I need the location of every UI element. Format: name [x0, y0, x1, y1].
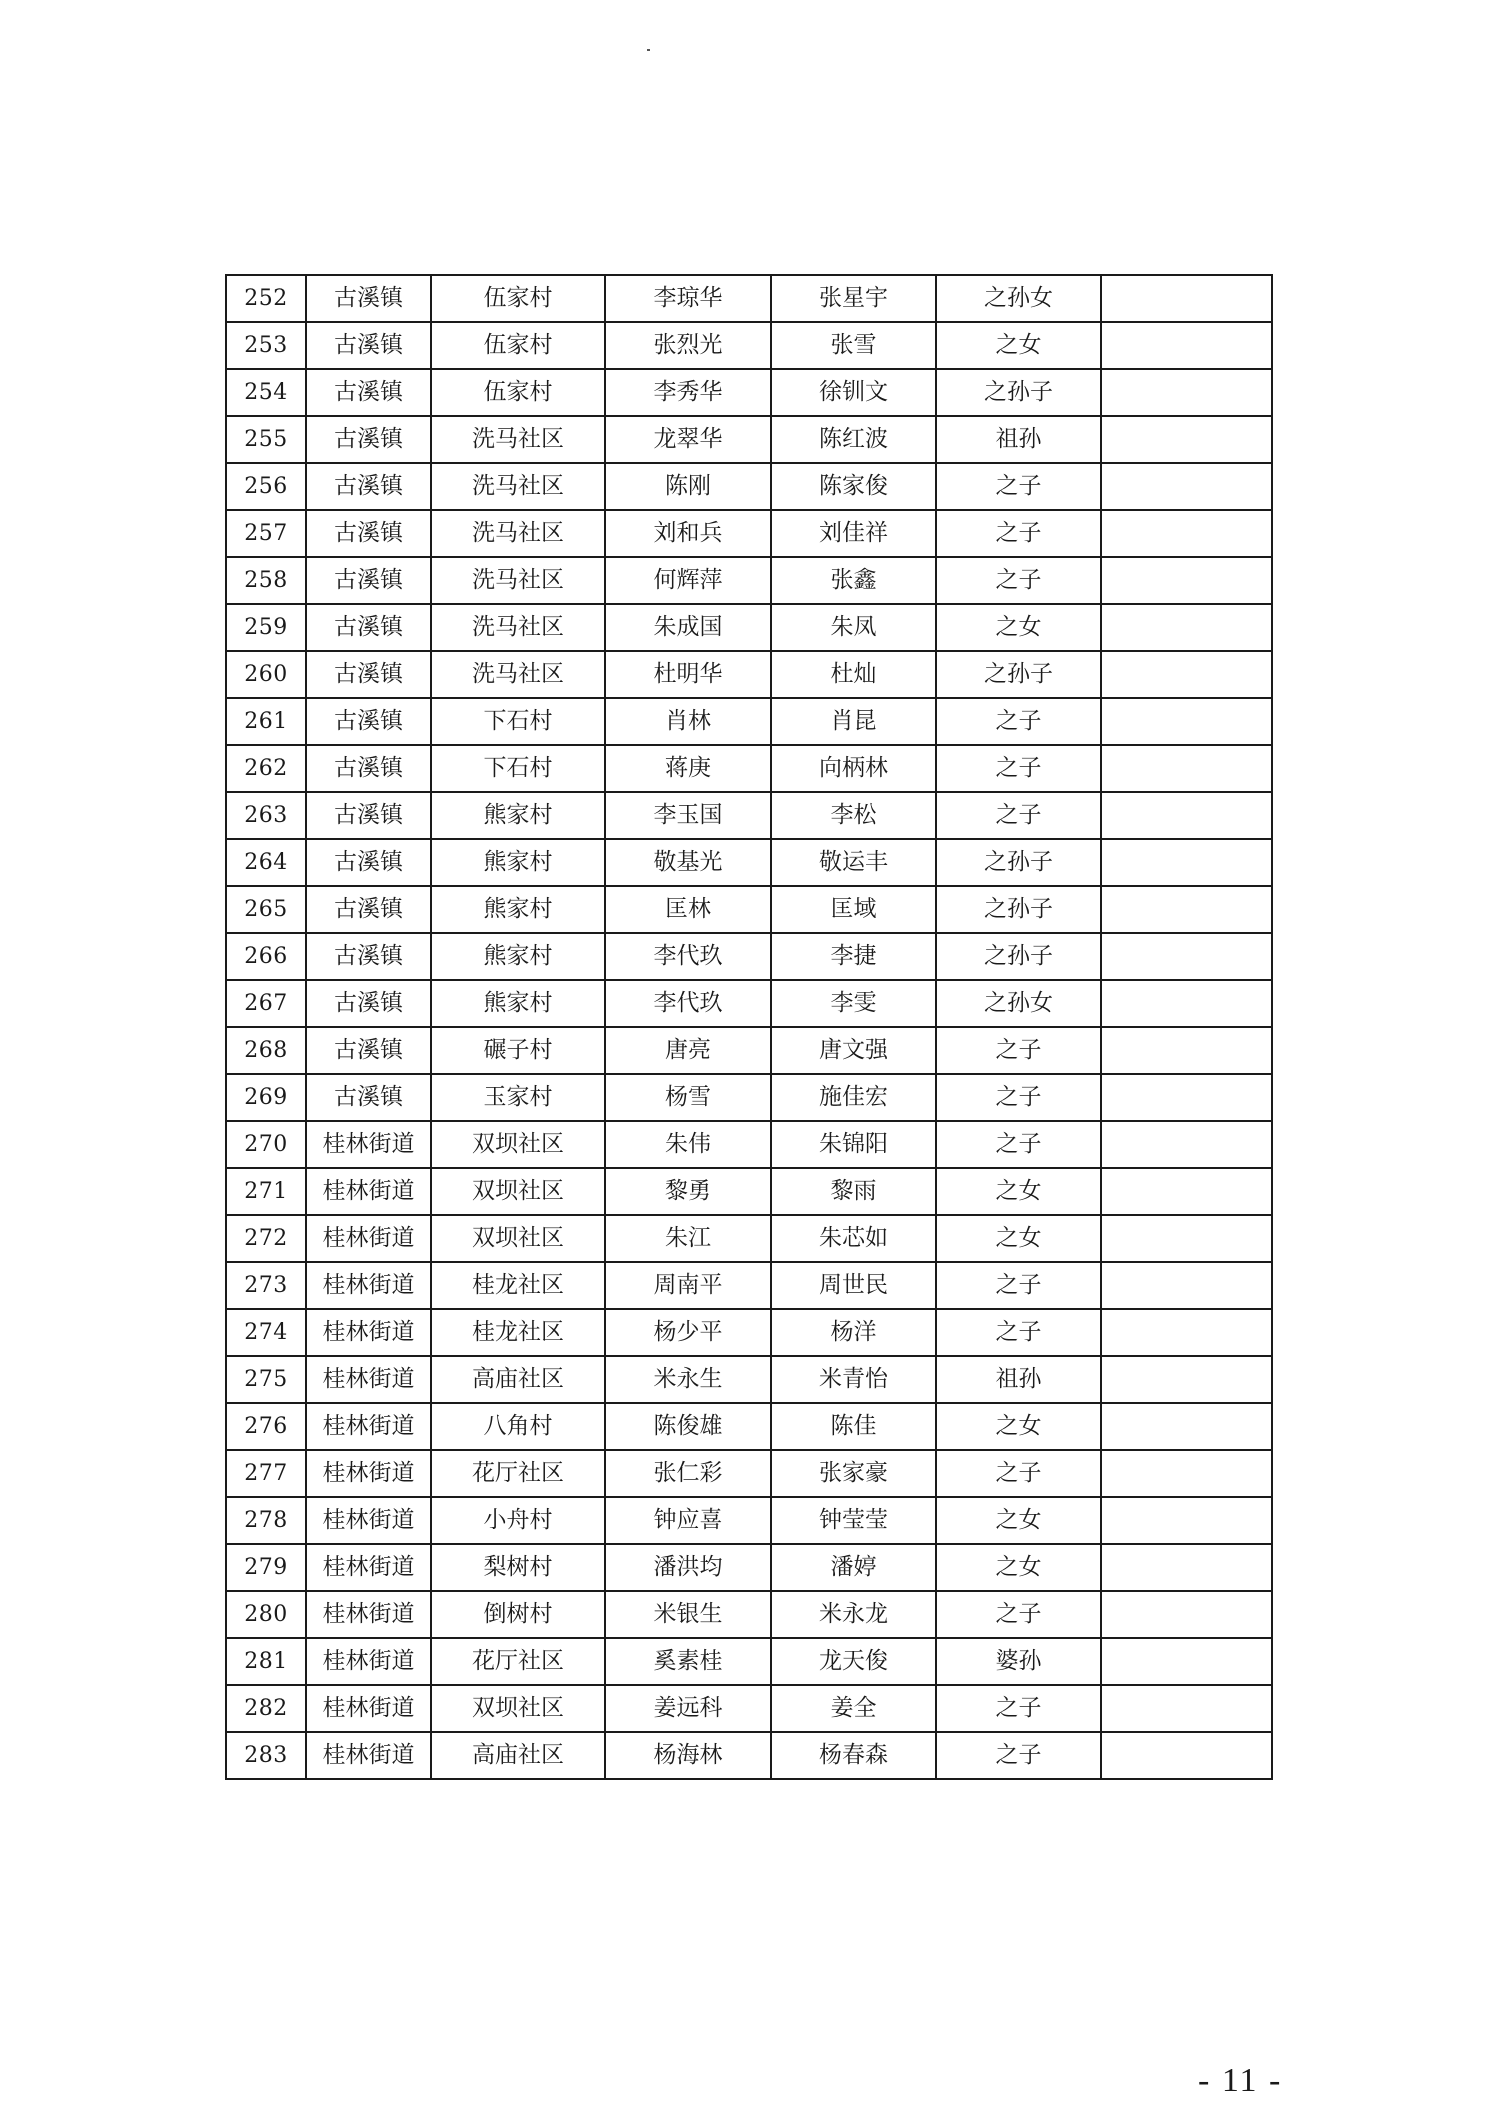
- student-cell: 李捷: [771, 933, 936, 980]
- row-number-cell: 260: [226, 651, 306, 698]
- village-cell: 熊家村: [431, 792, 605, 839]
- village-cell: 玉家村: [431, 1074, 605, 1121]
- remark-cell: [1101, 1027, 1272, 1074]
- applicant-cell: 李秀华: [605, 369, 771, 416]
- applicant-cell: 何辉萍: [605, 557, 771, 604]
- table-row: [226, 275, 1272, 322]
- student-cell: 陈家俊: [771, 463, 936, 510]
- student-cell: 敬运丰: [771, 839, 936, 886]
- student-cell: 肖昆: [771, 698, 936, 745]
- relation-cell: 之子: [936, 1074, 1101, 1121]
- applicant-cell: 朱伟: [605, 1121, 771, 1168]
- row-number-cell: 274: [226, 1309, 306, 1356]
- village-cell: 桂龙社区: [431, 1262, 605, 1309]
- village-cell: 熊家村: [431, 839, 605, 886]
- row-number-cell: 282: [226, 1685, 306, 1732]
- remark-cell: [1101, 698, 1272, 745]
- remark-cell: [1101, 1497, 1272, 1544]
- row-number-cell: 272: [226, 1215, 306, 1262]
- village-cell: 洗马社区: [431, 510, 605, 557]
- relation-cell: 之女: [936, 1403, 1101, 1450]
- remark-cell: [1101, 1403, 1272, 1450]
- student-cell: 朱凤: [771, 604, 936, 651]
- applicant-cell: 唐亮: [605, 1027, 771, 1074]
- relation-cell: 之子: [936, 510, 1101, 557]
- remark-cell: [1101, 651, 1272, 698]
- relation-cell: 之子: [936, 792, 1101, 839]
- town-cell: 桂林街道: [306, 1403, 431, 1450]
- remark-cell: [1101, 839, 1272, 886]
- student-cell: 施佳宏: [771, 1074, 936, 1121]
- student-cell: 潘婷: [771, 1544, 936, 1591]
- student-cell: 龙天俊: [771, 1638, 936, 1685]
- remark-cell: [1101, 604, 1272, 651]
- applicant-cell: 姜远科: [605, 1685, 771, 1732]
- town-cell: 古溪镇: [306, 322, 431, 369]
- row-number-cell: 253: [226, 322, 306, 369]
- table-row: [226, 1591, 1272, 1638]
- town-cell: 古溪镇: [306, 463, 431, 510]
- relation-cell: 婆孙: [936, 1638, 1101, 1685]
- student-cell: 匡域: [771, 886, 936, 933]
- applicant-cell: 米银生: [605, 1591, 771, 1638]
- applicant-cell: 匡林: [605, 886, 771, 933]
- relation-cell: 祖孙: [936, 1356, 1101, 1403]
- student-cell: 李松: [771, 792, 936, 839]
- student-cell: 黎雨: [771, 1168, 936, 1215]
- applicant-cell: 杨雪: [605, 1074, 771, 1121]
- remark-cell: [1101, 1450, 1272, 1497]
- town-cell: 桂林街道: [306, 1262, 431, 1309]
- remark-cell: [1101, 1544, 1272, 1591]
- town-cell: 古溪镇: [306, 1027, 431, 1074]
- relation-cell: 之孙子: [936, 839, 1101, 886]
- row-number-cell: 262: [226, 745, 306, 792]
- row-number-cell: 252: [226, 275, 306, 322]
- student-cell: 姜全: [771, 1685, 936, 1732]
- table-row: [226, 322, 1272, 369]
- row-number-cell: 256: [226, 463, 306, 510]
- remark-cell: [1101, 1121, 1272, 1168]
- row-number-cell: 268: [226, 1027, 306, 1074]
- relation-cell: 之子: [936, 557, 1101, 604]
- relation-cell: 之子: [936, 1732, 1101, 1779]
- row-number-cell: 264: [226, 839, 306, 886]
- applicant-cell: 米永生: [605, 1356, 771, 1403]
- village-cell: 双坝社区: [431, 1685, 605, 1732]
- applicant-cell: 龙翠华: [605, 416, 771, 463]
- applicant-cell: 黎勇: [605, 1168, 771, 1215]
- row-number-cell: 278: [226, 1497, 306, 1544]
- village-cell: 高庙社区: [431, 1356, 605, 1403]
- row-number-cell: 276: [226, 1403, 306, 1450]
- student-cell: 张鑫: [771, 557, 936, 604]
- student-cell: 刘佳祥: [771, 510, 936, 557]
- town-cell: 桂林街道: [306, 1685, 431, 1732]
- table-row: [226, 1732, 1272, 1779]
- table-row: [226, 416, 1272, 463]
- remark-cell: [1101, 745, 1272, 792]
- page-number: - 11 -: [1198, 2062, 1283, 2099]
- table-row: [226, 1027, 1272, 1074]
- town-cell: 古溪镇: [306, 839, 431, 886]
- remark-cell: [1101, 557, 1272, 604]
- row-number-cell: 258: [226, 557, 306, 604]
- village-cell: 碾子村: [431, 1027, 605, 1074]
- relation-cell: 之女: [936, 1497, 1101, 1544]
- remark-cell: [1101, 416, 1272, 463]
- village-cell: 桂龙社区: [431, 1309, 605, 1356]
- applicant-cell: 李琼华: [605, 275, 771, 322]
- row-number-cell: 263: [226, 792, 306, 839]
- town-cell: 古溪镇: [306, 416, 431, 463]
- town-cell: 古溪镇: [306, 886, 431, 933]
- student-cell: 徐钏文: [771, 369, 936, 416]
- row-number-cell: 265: [226, 886, 306, 933]
- remark-cell: [1101, 1732, 1272, 1779]
- student-cell: 周世民: [771, 1262, 936, 1309]
- relation-cell: 之子: [936, 698, 1101, 745]
- remark-cell: [1101, 792, 1272, 839]
- applicant-cell: 陈俊雄: [605, 1403, 771, 1450]
- row-number-cell: 277: [226, 1450, 306, 1497]
- relation-cell: 之孙女: [936, 980, 1101, 1027]
- town-cell: 桂林街道: [306, 1497, 431, 1544]
- student-cell: 张星宇: [771, 275, 936, 322]
- relation-cell: 之子: [936, 1685, 1101, 1732]
- applicant-cell: 蒋庚: [605, 745, 771, 792]
- student-cell: 朱锦阳: [771, 1121, 936, 1168]
- table-row: [226, 557, 1272, 604]
- student-cell: 张家豪: [771, 1450, 936, 1497]
- table-row: [226, 1544, 1272, 1591]
- table-row: [226, 1168, 1272, 1215]
- roster-body: [226, 275, 1272, 1779]
- row-number-cell: 271: [226, 1168, 306, 1215]
- table-row: [226, 1074, 1272, 1121]
- applicant-cell: 肖林: [605, 698, 771, 745]
- relation-cell: 之子: [936, 1309, 1101, 1356]
- remark-cell: [1101, 933, 1272, 980]
- remark-cell: [1101, 1168, 1272, 1215]
- applicant-cell: 周南平: [605, 1262, 771, 1309]
- table-row: [226, 980, 1272, 1027]
- table-row: [226, 745, 1272, 792]
- relation-cell: 祖孙: [936, 416, 1101, 463]
- remark-cell: [1101, 510, 1272, 557]
- row-number-cell: 280: [226, 1591, 306, 1638]
- town-cell: 古溪镇: [306, 510, 431, 557]
- relation-cell: 之子: [936, 1027, 1101, 1074]
- relation-cell: 之子: [936, 463, 1101, 510]
- town-cell: 古溪镇: [306, 933, 431, 980]
- town-cell: 桂林街道: [306, 1450, 431, 1497]
- remark-cell: [1101, 1262, 1272, 1309]
- row-number-cell: 283: [226, 1732, 306, 1779]
- village-cell: 八角村: [431, 1403, 605, 1450]
- town-cell: 古溪镇: [306, 1074, 431, 1121]
- row-number-cell: 255: [226, 416, 306, 463]
- table-row: [226, 1215, 1272, 1262]
- applicant-cell: 奚素桂: [605, 1638, 771, 1685]
- town-cell: 古溪镇: [306, 980, 431, 1027]
- table-row: [226, 369, 1272, 416]
- village-cell: 熊家村: [431, 886, 605, 933]
- table-row: [226, 839, 1272, 886]
- table-row: [226, 886, 1272, 933]
- table-row: [226, 933, 1272, 980]
- relation-cell: 之女: [936, 322, 1101, 369]
- student-cell: 唐文强: [771, 1027, 936, 1074]
- table-row: [226, 510, 1272, 557]
- village-cell: 洗马社区: [431, 604, 605, 651]
- relation-cell: 之子: [936, 745, 1101, 792]
- table-row: [226, 698, 1272, 745]
- village-cell: 梨树村: [431, 1544, 605, 1591]
- town-cell: 古溪镇: [306, 792, 431, 839]
- village-cell: 熊家村: [431, 933, 605, 980]
- student-cell: 杨洋: [771, 1309, 936, 1356]
- remark-cell: [1101, 1685, 1272, 1732]
- remark-cell: [1101, 1215, 1272, 1262]
- student-cell: 钟莹莹: [771, 1497, 936, 1544]
- village-cell: 下石村: [431, 698, 605, 745]
- remark-cell: [1101, 322, 1272, 369]
- village-cell: 熊家村: [431, 980, 605, 1027]
- row-number-cell: 275: [226, 1356, 306, 1403]
- row-number-cell: 281: [226, 1638, 306, 1685]
- scan-artifact: [647, 49, 650, 51]
- row-number-cell: 259: [226, 604, 306, 651]
- town-cell: 桂林街道: [306, 1591, 431, 1638]
- row-number-cell: 261: [226, 698, 306, 745]
- table-row: [226, 1685, 1272, 1732]
- relation-cell: 之女: [936, 1215, 1101, 1262]
- village-cell: 双坝社区: [431, 1121, 605, 1168]
- table-row: [226, 1356, 1272, 1403]
- row-number-cell: 254: [226, 369, 306, 416]
- table-row: [226, 1309, 1272, 1356]
- relation-cell: 之女: [936, 1544, 1101, 1591]
- town-cell: 桂林街道: [306, 1215, 431, 1262]
- village-cell: 伍家村: [431, 275, 605, 322]
- table-row: [226, 1403, 1272, 1450]
- village-cell: 双坝社区: [431, 1215, 605, 1262]
- student-cell: 陈红波: [771, 416, 936, 463]
- row-number-cell: 266: [226, 933, 306, 980]
- remark-cell: [1101, 275, 1272, 322]
- town-cell: 桂林街道: [306, 1309, 431, 1356]
- town-cell: 古溪镇: [306, 369, 431, 416]
- village-cell: 花厅社区: [431, 1450, 605, 1497]
- applicant-cell: 李玉国: [605, 792, 771, 839]
- student-cell: 向柄林: [771, 745, 936, 792]
- remark-cell: [1101, 369, 1272, 416]
- applicant-cell: 张烈光: [605, 322, 771, 369]
- town-cell: 桂林街道: [306, 1356, 431, 1403]
- student-cell: 张雪: [771, 322, 936, 369]
- applicant-cell: 刘和兵: [605, 510, 771, 557]
- town-cell: 桂林街道: [306, 1544, 431, 1591]
- town-cell: 桂林街道: [306, 1732, 431, 1779]
- town-cell: 古溪镇: [306, 604, 431, 651]
- village-cell: 洗马社区: [431, 651, 605, 698]
- village-cell: 双坝社区: [431, 1168, 605, 1215]
- student-cell: 杨春森: [771, 1732, 936, 1779]
- relation-cell: 之子: [936, 1262, 1101, 1309]
- table-row: [226, 1450, 1272, 1497]
- remark-cell: [1101, 1591, 1272, 1638]
- roster-table: [225, 274, 1273, 1780]
- remark-cell: [1101, 1309, 1272, 1356]
- applicant-cell: 陈刚: [605, 463, 771, 510]
- relation-cell: 之女: [936, 1168, 1101, 1215]
- table-row: [226, 1638, 1272, 1685]
- relation-cell: 之子: [936, 1121, 1101, 1168]
- applicant-cell: 张仁彩: [605, 1450, 771, 1497]
- village-cell: 下石村: [431, 745, 605, 792]
- town-cell: 古溪镇: [306, 745, 431, 792]
- applicant-cell: 敬基光: [605, 839, 771, 886]
- relation-cell: 之孙子: [936, 933, 1101, 980]
- table-row: [226, 792, 1272, 839]
- town-cell: 古溪镇: [306, 275, 431, 322]
- relation-cell: 之孙女: [936, 275, 1101, 322]
- table-row: [226, 604, 1272, 651]
- applicant-cell: 朱成国: [605, 604, 771, 651]
- remark-cell: [1101, 1638, 1272, 1685]
- remark-cell: [1101, 886, 1272, 933]
- table-row: [226, 1262, 1272, 1309]
- relation-cell: 之子: [936, 1450, 1101, 1497]
- student-cell: 陈佳: [771, 1403, 936, 1450]
- remark-cell: [1101, 1074, 1272, 1121]
- applicant-cell: 钟应喜: [605, 1497, 771, 1544]
- row-number-cell: 270: [226, 1121, 306, 1168]
- student-cell: 米永龙: [771, 1591, 936, 1638]
- village-cell: 倒树村: [431, 1591, 605, 1638]
- village-cell: 高庙社区: [431, 1732, 605, 1779]
- applicant-cell: 杨海林: [605, 1732, 771, 1779]
- student-cell: 朱芯如: [771, 1215, 936, 1262]
- relation-cell: 之女: [936, 604, 1101, 651]
- applicant-cell: 李代玖: [605, 980, 771, 1027]
- table-row: [226, 1497, 1272, 1544]
- applicant-cell: 潘洪均: [605, 1544, 771, 1591]
- applicant-cell: 李代玖: [605, 933, 771, 980]
- remark-cell: [1101, 980, 1272, 1027]
- table-row: [226, 463, 1272, 510]
- town-cell: 古溪镇: [306, 698, 431, 745]
- row-number-cell: 267: [226, 980, 306, 1027]
- town-cell: 古溪镇: [306, 557, 431, 604]
- remark-cell: [1101, 463, 1272, 510]
- row-number-cell: 257: [226, 510, 306, 557]
- village-cell: 伍家村: [431, 369, 605, 416]
- relation-cell: 之孙子: [936, 651, 1101, 698]
- town-cell: 桂林街道: [306, 1121, 431, 1168]
- village-cell: 伍家村: [431, 322, 605, 369]
- row-number-cell: 279: [226, 1544, 306, 1591]
- village-cell: 洗马社区: [431, 557, 605, 604]
- student-cell: 杜灿: [771, 651, 936, 698]
- student-cell: 李雯: [771, 980, 936, 1027]
- relation-cell: 之子: [936, 1591, 1101, 1638]
- row-number-cell: 269: [226, 1074, 306, 1121]
- remark-cell: [1101, 1356, 1272, 1403]
- table-row: [226, 1121, 1272, 1168]
- village-cell: 洗马社区: [431, 416, 605, 463]
- applicant-cell: 杨少平: [605, 1309, 771, 1356]
- relation-cell: 之孙子: [936, 886, 1101, 933]
- student-cell: 米青怡: [771, 1356, 936, 1403]
- applicant-cell: 杜明华: [605, 651, 771, 698]
- applicant-cell: 朱江: [605, 1215, 771, 1262]
- row-number-cell: 273: [226, 1262, 306, 1309]
- village-cell: 小舟村: [431, 1497, 605, 1544]
- village-cell: 洗马社区: [431, 463, 605, 510]
- town-cell: 桂林街道: [306, 1638, 431, 1685]
- relation-cell: 之孙子: [936, 369, 1101, 416]
- town-cell: 桂林街道: [306, 1168, 431, 1215]
- village-cell: 花厅社区: [431, 1638, 605, 1685]
- town-cell: 古溪镇: [306, 651, 431, 698]
- table-row: [226, 651, 1272, 698]
